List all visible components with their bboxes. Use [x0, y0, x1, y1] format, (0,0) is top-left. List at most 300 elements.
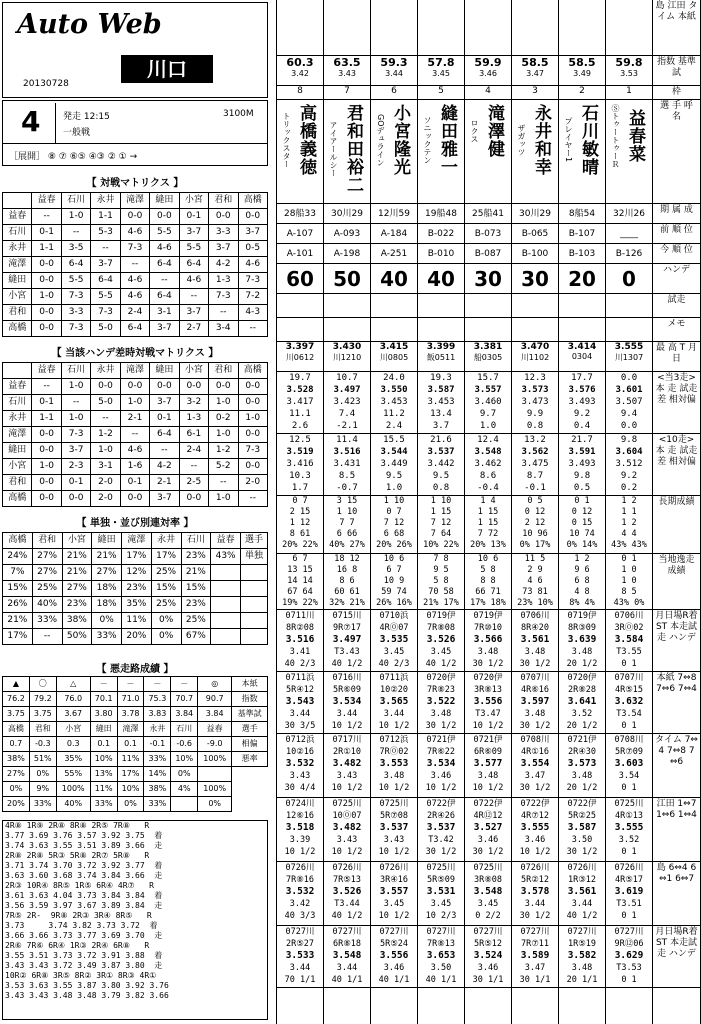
handi-cell: 0-0	[238, 459, 268, 475]
akuso-cell: 90.7	[198, 692, 232, 707]
race-record: 0721伊 7R⑥22 3.534 3.46 10 1/2	[418, 734, 464, 798]
race-record: 0712浜 7R⓪02 3.553 3.48 10 1/2	[371, 734, 417, 798]
index-value	[277, 56, 323, 86]
blank-cell	[559, 318, 605, 342]
race-record: 0708川 4R①16 3.554 3.47 30 1/2	[512, 734, 558, 798]
handi-cell: --	[91, 411, 120, 427]
matrix-cell: 0-1	[32, 225, 61, 241]
akuso-cell: 14%	[144, 767, 171, 782]
grade-cell: 28船33	[277, 204, 323, 224]
matrix-cell: --	[120, 257, 149, 273]
index-value	[512, 56, 558, 86]
matrix-cell: 0-0	[32, 257, 61, 273]
handi-cell: 0-0	[209, 379, 238, 395]
matrix-cell: 6-4	[61, 257, 90, 273]
race-record: 0711川 8R②08 3.516 3.41 40 2/3	[277, 610, 323, 672]
matrix-cell: 3-7	[150, 321, 179, 337]
matrix-cell: 0-0	[209, 209, 238, 225]
rider-name: 滝澤健	[484, 104, 504, 158]
prev-rank: ____	[606, 224, 652, 244]
handi-row	[3, 395, 268, 411]
handi-cell: 2-1	[120, 411, 149, 427]
handi-cell: 0-0	[91, 379, 120, 395]
row-label: メモ	[653, 318, 700, 342]
matrix-cell: 4-6	[150, 241, 179, 257]
akuso-cell: 33%	[144, 752, 171, 767]
handi-cell: --	[32, 379, 61, 395]
handi-row	[3, 379, 268, 395]
mark-symbols	[340, 0, 354, 56]
waku-number: 5	[418, 86, 464, 100]
race-record: 0719伊 7R⑧08 3.526 3.45 40 1/2	[418, 610, 464, 672]
handi-row	[3, 459, 268, 475]
blank-cell	[277, 294, 323, 318]
race-record: 0726川 3R④16 3.557 3.45 10 1/2	[371, 862, 417, 926]
long-stats: 3 15 1 10 7 7 6 66 40% 27%	[324, 496, 370, 554]
handi-cell: 高橋	[3, 491, 32, 507]
matrix-cell: 3-7	[238, 225, 268, 241]
rentai-cell: 25%	[151, 565, 181, 581]
akuso-row	[3, 782, 268, 797]
local-stats: 11 5 2 9 4 6 73 81 23% 10%	[512, 554, 558, 610]
rentai-cell: 18%	[92, 581, 122, 597]
akuso-cell: 相偏	[232, 737, 268, 752]
index-base: 3.44	[385, 69, 403, 78]
akuso-cell: 3.83	[144, 707, 171, 722]
waku-number: 7	[324, 86, 370, 100]
index-score: 59.3	[380, 56, 408, 69]
race-record: 0726川 1R③12 3.561 3.44 40 1/2	[559, 862, 605, 926]
matrix-cell: --	[91, 241, 120, 257]
mark-symbols	[434, 0, 448, 56]
matrix-cell: 5-5	[150, 225, 179, 241]
race-class: 一般戦	[63, 128, 91, 138]
akuso-cell: -0.1	[144, 737, 171, 752]
best-time-date: 川1210	[332, 353, 362, 362]
last10-stats: 21.7 3.591 3.493 9.8 0.5	[559, 434, 605, 496]
matrix-cell: 高橋	[3, 321, 32, 337]
race-record: 0719伊 8R③09 3.639 3.48 20 1/2	[559, 610, 605, 672]
best-time	[324, 342, 370, 372]
index-value	[606, 56, 652, 86]
blank-cell	[512, 294, 558, 318]
handi-cell: 4-2	[150, 459, 179, 475]
rentai-cell: 17%	[151, 549, 181, 565]
race-number: 4	[21, 105, 41, 138]
waku-number: 2	[559, 86, 605, 100]
akuso-cell: 3.67	[56, 707, 90, 722]
row-label: 長期成績	[653, 496, 700, 554]
grade-cell: 30川29	[324, 204, 370, 224]
akuso-row	[3, 707, 268, 722]
akuso-cell: 3.78	[117, 707, 144, 722]
rentai-cell: 33%	[32, 613, 62, 629]
current-rank: B-100	[512, 244, 558, 264]
handi-cell: 1-3	[179, 411, 208, 427]
handi-cell: 4-6	[120, 443, 149, 459]
race-record: 0722伊 4R⑫12 3.527 3.46 30 1/2	[465, 798, 511, 862]
handi-cell: --	[179, 459, 208, 475]
rentai-table	[2, 532, 268, 645]
matrix-cell: 3-7	[91, 257, 120, 273]
akuso-cell: 0.3	[56, 737, 90, 752]
handi-cell: 1-0	[209, 491, 238, 507]
last3-stats: 10.7 3.497 3.423 7.4 -2.1	[324, 372, 370, 434]
matrix-header-cell: 滝澤	[120, 193, 149, 209]
matrix-cell: 4-6	[179, 273, 208, 289]
handi-cell: 2-0	[91, 491, 120, 507]
long-stats: 1 10 1 15 7 12 7 64 10% 22%	[418, 496, 464, 554]
matrix-cell: 6-4	[120, 321, 149, 337]
matrix-cell: --	[209, 305, 238, 321]
blank-cell	[512, 318, 558, 342]
best-time-date: 川0612	[285, 353, 315, 362]
rider-name: 小宮隆光	[390, 104, 410, 176]
handi-cell: 1-2	[209, 443, 238, 459]
rentai-cell: 18%	[92, 597, 122, 613]
rentai-cell	[241, 629, 268, 645]
rentai-cell: 0%	[92, 613, 122, 629]
rentai-cell: 15%	[181, 581, 211, 597]
matrix-cell: 0-1	[179, 209, 208, 225]
waku-number: 6	[371, 86, 417, 100]
best-time-date: 川0805	[379, 353, 409, 362]
matrix-cell: 5-5	[91, 289, 120, 305]
matrix-header-cell: 高橋	[3, 533, 33, 549]
rentai-cell	[241, 597, 268, 613]
matrix-cell: --	[61, 225, 90, 241]
handi-row	[3, 411, 268, 427]
index-base: 3.45	[432, 69, 450, 78]
matrix-header-cell: 永井	[151, 533, 181, 549]
matrix-cell: 5-3	[91, 225, 120, 241]
race-record: 0722伊 5R②25 3.587 3.50 30 1/2	[559, 798, 605, 862]
handi-cell: 2-4	[179, 443, 208, 459]
handi-cell: 0-1	[61, 475, 90, 491]
race-record: 0721伊 2R④30 3.573 3.48 20 1/2	[559, 734, 605, 798]
mark-symbols	[575, 0, 589, 56]
index-score: 63.5	[333, 56, 361, 69]
akuso-cell: 4%	[171, 782, 198, 797]
handi-cell: 3-2	[179, 395, 208, 411]
akuso-cell: 0%	[117, 797, 144, 812]
matrix-cell: 1-1	[91, 209, 120, 225]
last10-stats: 21.6 3.537 3.442 9.5 0.8	[418, 434, 464, 496]
akuso-cell: 13%	[90, 767, 117, 782]
rider-name: 永井和幸	[531, 104, 551, 176]
matrix-cell: 3-7	[209, 241, 238, 257]
race-record: 0722伊 2R④26 3.537 T3.42 30 1/2	[418, 798, 464, 862]
matrix-header-cell: 君和	[209, 363, 238, 379]
matrix-header-cell: 永井	[91, 193, 120, 209]
handi-cell: 2-1	[150, 475, 179, 491]
handi-cell: 益春	[3, 379, 32, 395]
akuso-cell: 指数	[232, 692, 268, 707]
akuso-cell: 石川	[171, 722, 198, 737]
grade-cell: 30川29	[512, 204, 558, 224]
distance: 3100M	[223, 109, 254, 119]
row-label: 試走	[653, 294, 700, 318]
best-time-value: 3.414	[567, 342, 597, 352]
row-label: <10走> 本 走 試走差 相対偏	[653, 434, 700, 496]
row-label: 最 高 T 月 日	[653, 342, 700, 372]
rentai-cell: 40%	[32, 597, 62, 613]
handicap: 30	[465, 264, 511, 294]
best-time	[465, 342, 511, 372]
rentai-cell: 12%	[122, 565, 152, 581]
current-rank: B-010	[418, 244, 464, 264]
rentai-row	[3, 613, 268, 629]
akuso-cell: 0.1	[90, 737, 117, 752]
matrix-cell: 0-5	[238, 241, 268, 257]
handi-cell: 2-3	[61, 459, 90, 475]
rentai-row	[3, 597, 268, 613]
akuso-cell: 71.0	[117, 692, 144, 707]
last3-stats: 12.3 3.573 3.473 9.9 0.8	[512, 372, 558, 434]
race-record: 0727川 7R⑦11 3.589 3.47 30 1/1	[512, 926, 558, 988]
akuso-cell: 35%	[56, 752, 90, 767]
race-record: 0717川 2R①10 3.482 3.43 10 1/2	[324, 734, 370, 798]
grade-cell: 32川26	[606, 204, 652, 224]
best-time-value: 3.397	[285, 342, 315, 352]
rentai-cell: --	[32, 629, 62, 645]
handi-cell: 0-0	[32, 475, 61, 491]
akuso-cell: 小宮	[56, 722, 90, 737]
blank-cell	[465, 294, 511, 318]
handi-cell: 0-2	[209, 411, 238, 427]
akuso-cell: 76.2	[3, 692, 30, 707]
rentai-cell: 17%	[3, 629, 33, 645]
local-stats: 7 8 9 5 5 8 70 58 21% 17%	[418, 554, 464, 610]
akuso-cell: 3.75	[29, 707, 56, 722]
akuso-cell: 100%	[56, 782, 90, 797]
akuso-cell: 悪率	[232, 752, 268, 767]
last10-stats: 15.5 3.544 3.449 9.5 1.0	[371, 434, 417, 496]
prev-rank: A-093	[324, 224, 370, 244]
akuso-cell: ◎	[198, 677, 232, 692]
matrix-cell: 0-0	[32, 273, 61, 289]
index-score: 59.9	[474, 56, 502, 69]
player-name	[465, 100, 511, 204]
handi-cell: 1-0	[209, 427, 238, 443]
waku-number: 8	[277, 86, 323, 100]
current-rank: A-101	[277, 244, 323, 264]
akuso-cell: 10%	[171, 752, 198, 767]
race-record: 0707川 4R⑥16 3.597 3.48 30 1/2	[512, 672, 558, 734]
akuso-cell: 〇	[29, 677, 56, 692]
akuso-cell: 0%	[29, 767, 56, 782]
matrix-cell: 7-3	[91, 305, 120, 321]
rentai-cell: 0%	[151, 629, 181, 645]
akuso-cell	[171, 797, 198, 812]
akuso-cell: 本紙	[232, 677, 268, 692]
index-value	[418, 56, 464, 86]
matrix-title: 【 対戦マトリクス 】	[86, 178, 184, 189]
akuso-cell: 0.1	[117, 737, 144, 752]
prev-rank: A-107	[277, 224, 323, 244]
current-rank: A-251	[371, 244, 417, 264]
mark-symbols	[293, 0, 307, 56]
akuso-cell: 33%	[29, 797, 56, 812]
rider-name: 君和田裕二	[343, 104, 363, 194]
best-time-date: 0304	[571, 352, 593, 361]
best-time-value: 3.399	[426, 342, 456, 352]
last3-stats: 19.3 3.587 3.453 13.4 3.7	[418, 372, 464, 434]
matrix-cell: 5-5	[61, 273, 90, 289]
rentai-cell: 25%	[151, 597, 181, 613]
akuso-cell: －	[90, 677, 117, 692]
matrix-cell: 1-1	[32, 241, 61, 257]
matrix-cell: 3-7	[179, 305, 208, 321]
rentai-cell: 26%	[3, 597, 33, 613]
rentai-cell: 17%	[122, 549, 152, 565]
blank-cell	[606, 294, 652, 318]
akuso-row	[3, 677, 268, 692]
rentai-cell: 50%	[62, 629, 92, 645]
bike-name: トリックスター	[282, 112, 291, 168]
blank-cell	[371, 294, 417, 318]
matrix-cell: 0-0	[32, 305, 61, 321]
long-stats: 1 4 1 15 1 15 7 72 20% 13%	[465, 496, 511, 554]
last3-stats: 24.0 3.550 3.453 11.2 2.4	[371, 372, 417, 434]
long-stats: 1 2 1 1 1 2 4 4 43% 43%	[606, 496, 652, 554]
akuso-cell: －	[144, 677, 171, 692]
handi-cell: 永井	[3, 411, 32, 427]
akuso-cell: 滝澤	[117, 722, 144, 737]
matrix-cell: 君和	[3, 305, 32, 321]
blank-cell	[324, 294, 370, 318]
handi-cell: 0-0	[179, 491, 208, 507]
akuso-cell: 3.80	[90, 707, 117, 722]
matrix-row	[3, 257, 268, 273]
matrix-cell: 滝澤	[3, 257, 32, 273]
row-label: 本紙 7⇔8 7⇔6 7⇔4	[653, 672, 700, 734]
akuso-cell: 17%	[117, 767, 144, 782]
handi-cell: 0-0	[150, 379, 179, 395]
player-column	[276, 0, 323, 1024]
handi-row	[3, 491, 268, 507]
bike-name: ロクス	[470, 119, 479, 143]
race-record: 0726川 7R⑤13 3.526 T3.44 40 1/2	[324, 862, 370, 926]
best-time	[371, 342, 417, 372]
handi-cell: 1-0	[238, 411, 268, 427]
matrix-cell: 2-7	[179, 321, 208, 337]
handi-cell: 1-0	[61, 379, 90, 395]
rentai-cell	[211, 565, 241, 581]
handi-cell: --	[120, 427, 149, 443]
akuso-cell: 10%	[90, 752, 117, 767]
handi-cell: --	[238, 491, 268, 507]
rentai-cell: 21%	[3, 613, 33, 629]
akuso-cell: －	[117, 677, 144, 692]
handi-cell: 君和	[3, 475, 32, 491]
rentai-cell: 21%	[181, 565, 211, 581]
handicap: 40	[418, 264, 464, 294]
blank-cell	[277, 318, 323, 342]
matrix-cell: 4-6	[238, 257, 268, 273]
row-label: 枠	[653, 86, 700, 100]
akuso-cell: -0.6	[171, 737, 198, 752]
matrix-header-cell: 縫田	[150, 193, 179, 209]
handicap: 40	[371, 264, 417, 294]
matrix-cell: 4-6	[120, 273, 149, 289]
mark-symbols	[622, 0, 636, 56]
handicap: 20	[559, 264, 605, 294]
race-date: 20130728	[23, 79, 69, 89]
matrix-header-cell: 縫田	[92, 533, 122, 549]
long-stats: 0 1 0 12 0 15 10 74 0% 14%	[559, 496, 605, 554]
row-label: 江田 1⇔7 1⇔6 1⇔4	[653, 798, 700, 862]
matrix-header-cell: 縫田	[150, 363, 179, 379]
akuso-cell: 55%	[56, 767, 90, 782]
handi-cell: 0-0	[32, 491, 61, 507]
index-base: 3.49	[573, 69, 591, 78]
handi-cell: 7-3	[238, 443, 268, 459]
matrix-header-cell: 君和	[209, 193, 238, 209]
prev-rank: B-065	[512, 224, 558, 244]
blank-cell	[465, 318, 511, 342]
akuso-cell: 高橋	[3, 722, 30, 737]
akuso-cell: 10%	[117, 782, 144, 797]
matrix-cell: 3-7	[179, 225, 208, 241]
rentai-row	[3, 549, 268, 565]
matrix-row	[3, 289, 268, 305]
handi-row	[3, 443, 268, 459]
akuso-cell: 79.2	[29, 692, 56, 707]
handicap: 0	[606, 264, 652, 294]
akuso-cell: 76.0	[56, 692, 90, 707]
matrix-header-cell: 小宮	[62, 533, 92, 549]
handi-cell: 0-0	[238, 395, 268, 411]
last10-stats: 13.2 3.562 3.475 8.7 -0.1	[512, 434, 558, 496]
matrix-cell: 7-3	[61, 289, 90, 305]
row-label: 前 順 位	[653, 224, 700, 244]
akuso-cell: 3.75	[3, 707, 30, 722]
tenkai-line: ［展開］ ⑧ ⑦ ⑥⑤ ④③ ② ① →	[9, 152, 138, 162]
rentai-cell: 21%	[92, 549, 122, 565]
race-record: 0727川 5R⑤12 3.524 3.46 30 1/1	[465, 926, 511, 988]
matrix-cell: 6-4	[150, 289, 179, 305]
row-label: 当地逸走成績	[653, 554, 700, 610]
akuso-cell: 70.1	[90, 692, 117, 707]
handi-cell: 滝澤	[3, 427, 32, 443]
prev-rank: B-107	[559, 224, 605, 244]
rentai-cell: 23%	[181, 597, 211, 613]
akuso-cell: 38%	[144, 782, 171, 797]
matrix-cell: 0-0	[32, 321, 61, 337]
player-name	[559, 100, 605, 204]
akuso-row	[3, 797, 268, 812]
handi-cell: 0-1	[32, 395, 61, 411]
player-column	[417, 0, 464, 1024]
mark-symbols	[481, 0, 495, 56]
handi-cell: 0-0	[120, 379, 149, 395]
index-base: 3.43	[338, 69, 356, 78]
player-column	[323, 0, 370, 1024]
matrix-row	[3, 321, 268, 337]
last3-stats: 0.0 3.601 3.507 9.4 0.0	[606, 372, 652, 434]
race-record: 0725川 5R⑤09 3.531 3.45 10 2/3	[418, 862, 464, 926]
handi-cell: 5-0	[91, 395, 120, 411]
rentai-cell: 24%	[3, 549, 33, 565]
player-name	[324, 100, 370, 204]
handi-cell: 6-4	[150, 427, 179, 443]
best-time-value: 3.381	[473, 342, 503, 352]
rentai-cell: 15%	[3, 581, 33, 597]
handi-cell: --	[150, 443, 179, 459]
rentai-cell: 43%	[211, 549, 241, 565]
akuso-cell: 38%	[3, 752, 30, 767]
